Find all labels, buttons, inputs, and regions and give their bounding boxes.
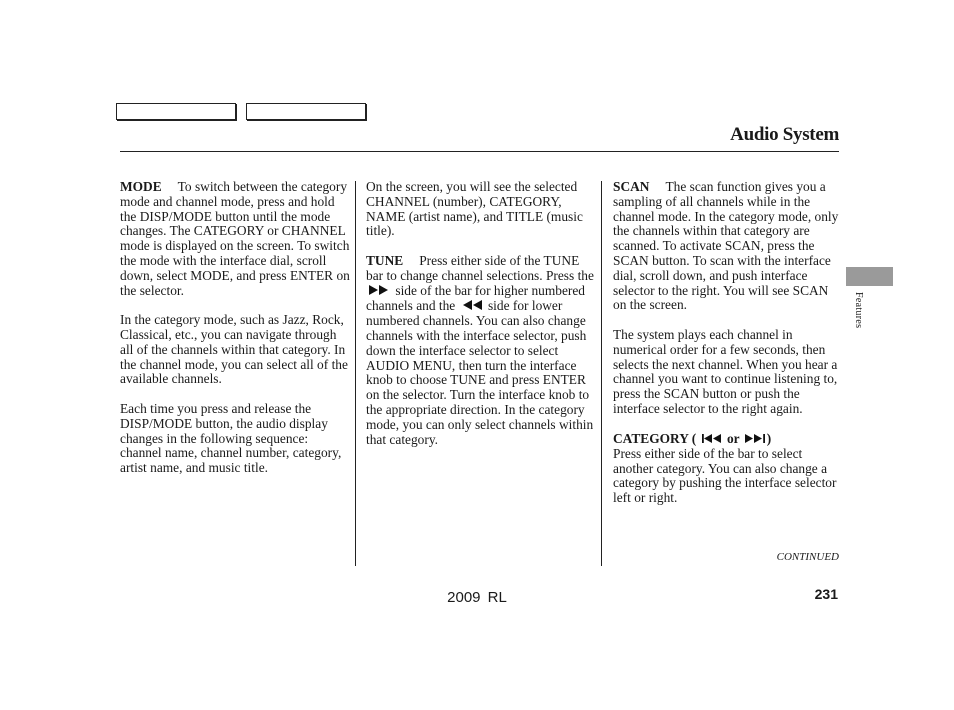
screen-paragraph: On the screen, you will see the selected CHANNEL (number), CATEGORY, NAME (artist name), and TITLE (music title). [366,179,583,239]
scan-label: SCAN [613,179,650,194]
fast-forward-icon [368,284,390,299]
category-text: Press either side of the bar to select another category. You can also change a category by pushing the interface selector left or right. [613,445,837,506]
column-divider-1 [355,181,356,566]
column-divider-2 [601,181,602,566]
category-label-or: or [726,430,740,446]
skip-back-icon [702,432,722,447]
mode-text: To switch between the category mode and channel mode, press and hold the DISP/MODE button until the mode changes. The CATEGORY or CHANNEL mode is displayed on the screen. To switch the mode with the interface dial, scroll down, select MODE, and press ENTER on the selector. [120,179,350,298]
model-footer: 2009 RL [447,589,507,606]
tune-text-a: Press either side of the TUNE bar to change channel selections. Press the [366,252,594,283]
tune-text-b: side of the bar for higher numbered channels and the [366,282,585,313]
nav-button-2[interactable] [246,103,366,120]
column-2 [366,180,594,462]
section-label: Features [853,292,864,329]
tune-paragraph [366,254,594,447]
category-label-start: CATEGORY ( [613,430,697,446]
continued-note: CONTINUED [776,551,839,563]
tune-text-c: side for lower numbered channels. You can also change channels with the interface selector, push down the interface selector to select AUDIO MENU, then turn the interface knob to choose TUNE and press ENTER on the selector. Turn the interface knob to the appropriate direction. In the category mode, you can only select channels within that category. [366,297,594,447]
page-title: Audio System [730,124,839,145]
mode-paragraph [120,180,350,298]
nav-button-1[interactable] [116,103,236,120]
scan-text: The scan function gives you a sampling of all channels while in the channel mode. In the category mode, only the channels within that category are scanned. To activate SCAN, press the SCAN button. To scan with the interface dial, scroll down, and push interface selector to the right. You will see SCAN on the screen. [613,179,839,313]
page-number: 231 [814,586,838,602]
category-label-end: ) [766,430,772,446]
tune-label: TUNE [366,252,404,268]
category-heading [613,431,771,446]
section-tab [846,267,893,286]
rewind-icon [461,299,483,314]
category-paragraph [613,432,839,507]
column-1 [120,180,350,491]
scan-paragraph [613,180,839,313]
skip-forward-icon [745,432,765,447]
mode-label: MODE [120,179,162,194]
system-plays-paragraph: The system plays each channel in numerical order for a few seconds, then selects the next channel. When you hear a channel you want to continue listening to, press the SCAN button or push the interface selector to the right again. [613,326,838,416]
header-divider [120,151,839,152]
category-mode-paragraph: In the category mode, such as Jazz, Rock, Classical, etc., you can navigate through all of the channels within that category. In the channel mode, you can select all of the available channels. [120,312,348,387]
column-3 [613,180,839,521]
disp-mode-paragraph: Each time you press and release the DISP/MODE button, the audio display changes in the following sequence: channel name, channel number, category, artist name, and music title. [120,400,342,476]
